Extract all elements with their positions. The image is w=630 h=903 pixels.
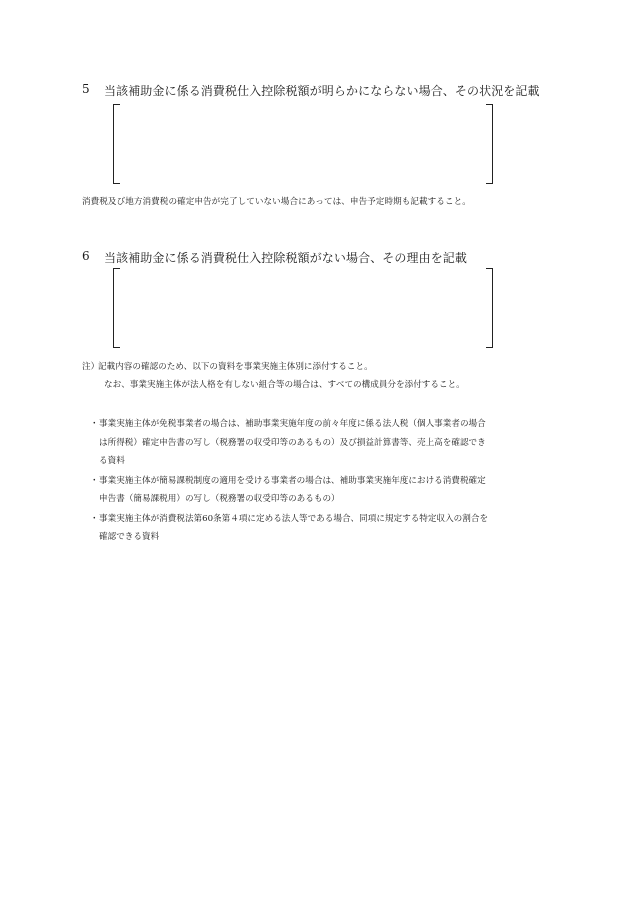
section5-title: 当該補助金に係る消費税仕入控除税額が明らかにならない場合、その状況を記載 bbox=[104, 84, 540, 98]
section6-title: 当該補助金に係る消費税仕入控除税額がない場合、その理由を記載 bbox=[104, 251, 468, 265]
bullet1-line1: 事業実施主体が免税事業者の場合は、補助事業実施年度の前々年度に係る法人税（個人事業者の場合 bbox=[99, 419, 486, 429]
bullet3-line2: 確認できる資料 bbox=[99, 532, 160, 542]
notes-line1: 記載内容の確認のため、以下の資料を事業実施主体別に添付すること。 bbox=[98, 362, 373, 372]
bullet1-line2: は所得税）確定申告書の写し（税務署の収受印等のあるもの）及び損益計算書等、売上高を確認でき bbox=[99, 438, 486, 448]
bullet-mark: ・ bbox=[90, 419, 99, 429]
section5-entry-area[interactable] bbox=[122, 106, 482, 180]
bullet-mark: ・ bbox=[90, 514, 99, 524]
section6-entry-area[interactable] bbox=[122, 270, 482, 344]
bullet1-line3: る資料 bbox=[99, 456, 125, 466]
section6-box-left-bracket bbox=[113, 268, 120, 348]
section5-box-left-bracket bbox=[113, 104, 120, 184]
bullet2-line2: 申告書（簡易課税用）の写し（税務署の収受印等のあるもの） bbox=[99, 494, 340, 504]
bullet2-line1: 事業実施主体が簡易課税制度の適用を受ける事業者の場合は、補助事業実施年度における消費税確定 bbox=[99, 476, 486, 486]
notes-prefix: 注） bbox=[82, 362, 100, 372]
section5-note: 消費税及び地方消費税の確定申告が完了していない場合にあっては、申告予定時期も記載すること。 bbox=[82, 197, 471, 207]
section6-box-right-bracket bbox=[486, 268, 493, 348]
section5-box-right-bracket bbox=[486, 104, 493, 184]
notes-line2: なお、事業実施主体が法人格を有しない組合等の場合は、すべての構成員分を添付すること。 bbox=[104, 380, 465, 390]
section5-number: 5 bbox=[82, 82, 90, 96]
bullet-mark: ・ bbox=[90, 476, 99, 486]
section6-number: 6 bbox=[82, 249, 90, 263]
bullet3-line1: 事業実施主体が消費税法第60条第４項に定める法人等である場合、同項に規定する特定収入の割合を bbox=[99, 514, 489, 524]
